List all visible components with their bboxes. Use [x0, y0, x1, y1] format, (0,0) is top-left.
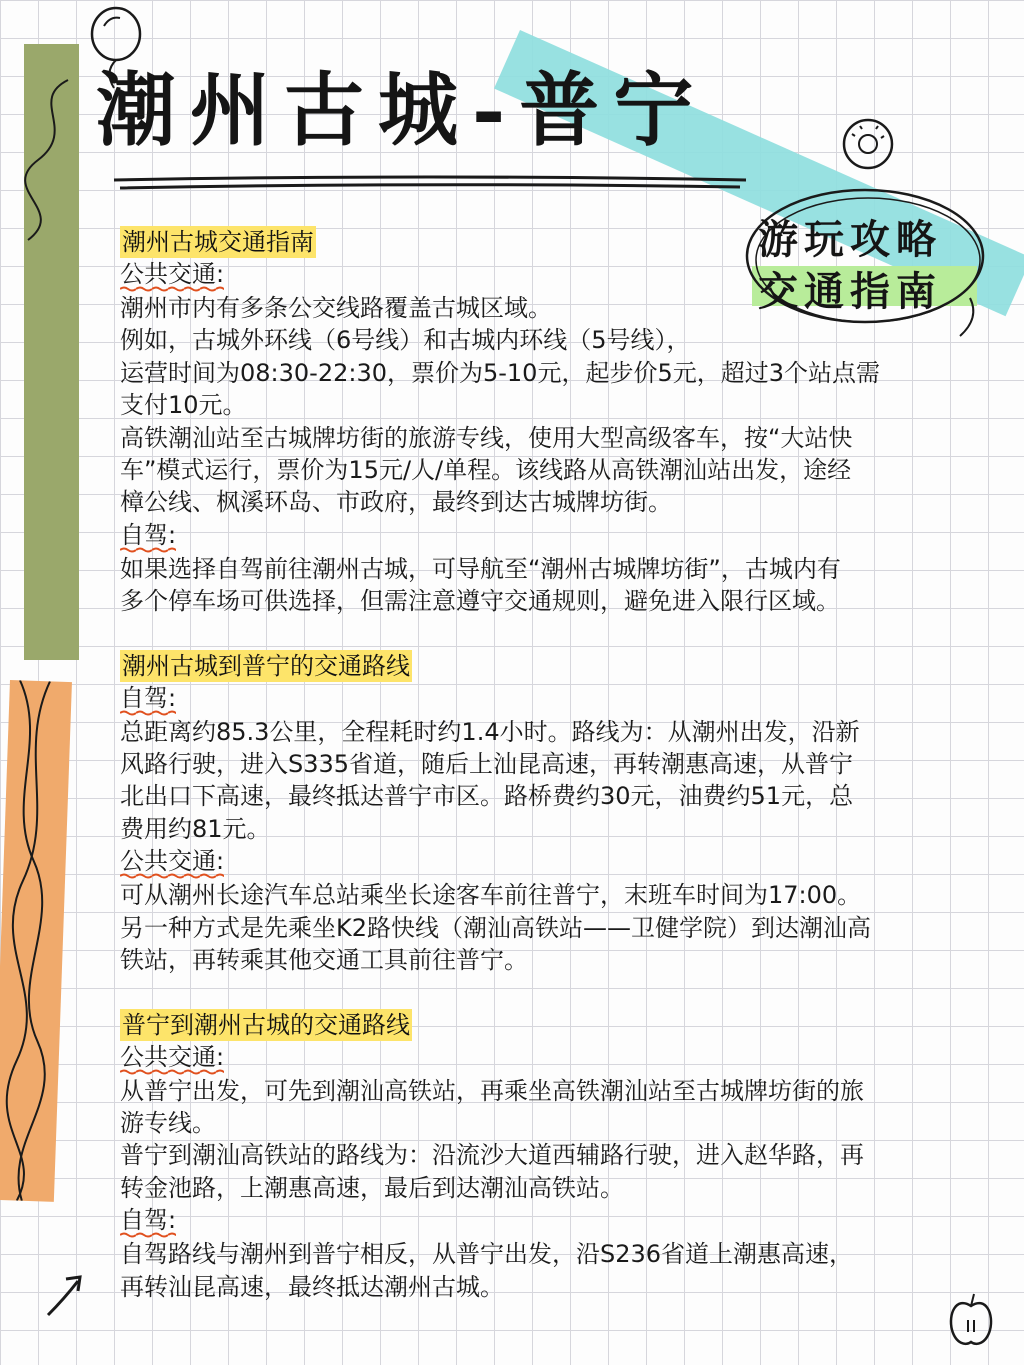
- paragraph-line: 北出口下高速，最终抵达普宁市区。路桥费约30元，油费约51元，总: [120, 782, 854, 811]
- block-heading: 公共交通:: [120, 1041, 224, 1075]
- section-title: 潮州古城到普宁的交通路线: [122, 651, 410, 680]
- paragraph-line: 多个停车场可供选择，但需注意遵守交通规则，避免进入限行区域。: [120, 587, 840, 616]
- block-self-drive: [120, 1204, 980, 1303]
- paragraph-line: 樟公线、枫溪环岛、市政府，最终到达古城牌坊街。: [120, 488, 672, 517]
- paragraph-line: 普宁到潮汕高铁站的路线为：沿流沙大道西辅路行驶，进入赵华路，再: [120, 1141, 864, 1170]
- badge-line-1: 游玩攻略: [758, 216, 942, 263]
- page-title: 潮州古城-普宁: [96, 63, 708, 157]
- paragraph-line: 游专线。: [120, 1108, 216, 1137]
- title-block: [96, 62, 756, 158]
- block-heading: 自驾:: [120, 1204, 176, 1238]
- paragraph-line: 车”模式运行，票价为15元/人/单程。该线路从高铁潮汕站出发，途经: [120, 456, 852, 485]
- paragraph-line: 如果选择自驾前往潮州古城，可导航至“潮州古城牌坊街”，古城内有: [120, 554, 841, 583]
- paragraph-line: 从普宁出发，可先到潮汕高铁站，再乘坐高铁潮汕站至古城牌坊街的旅: [120, 1076, 864, 1105]
- paragraph-line: 另一种方式是先乘坐K2路快线（潮汕高铁站——卫健学院）到达潮汕高: [120, 913, 872, 942]
- paragraph-line: 支付10元。: [120, 391, 247, 420]
- paragraph-line: 总距离约85.3公里，全程耗时约1.4小时。路线为：从潮州出发，沿新: [120, 717, 860, 746]
- paragraph-line: 风路行驶，进入S335省道，随后上汕昆高速，再转潮惠高速，从普宁: [120, 750, 854, 779]
- paragraph-line: 潮州市内有多条公交线路覆盖古城区域。: [120, 294, 552, 322]
- section-chaozhou-transport: [120, 226, 980, 618]
- paragraph-line: 费用约81元。: [120, 814, 271, 843]
- guide-content: [120, 226, 980, 1303]
- block-self-drive: [120, 682, 980, 846]
- donut-doodle-icon: [838, 112, 898, 176]
- paragraph-line: 转金池路，上潮惠高速，最后到达潮汕高铁站。: [120, 1173, 624, 1202]
- scribble-line-decoration: [8, 60, 88, 260]
- block-heading: 自驾:: [120, 682, 176, 716]
- paragraph-line: 运营时间为08:30-22:30，票价为5-10元，起步价5元，超过3个站点需: [120, 358, 880, 387]
- badge-line-2: 交通指南: [758, 268, 942, 315]
- block-public-transport: [120, 845, 980, 976]
- paragraph-line: 可从潮州长途汽车总站乘坐长途客车前往普宁，末班车时间为17:00。: [120, 881, 862, 910]
- paragraph-line: 高铁潮汕站至古城牌坊街的旅游专线，使用大型高级客车，按“大站快: [120, 423, 853, 452]
- block-heading: 自驾:: [120, 519, 176, 553]
- paragraph-line: 自驾路线与潮州到普宁相反，从普宁出发，沿S236省道上潮惠高速，: [120, 1240, 854, 1269]
- paragraph-line: 再转汕昆高速，最终抵达潮州古城。: [120, 1272, 504, 1301]
- section-title: 普宁到潮州古城的交通路线: [122, 1010, 410, 1039]
- paragraph-line: 铁站，再转乘其他交通工具前往普宁。: [120, 946, 528, 975]
- title-underline-decoration: [110, 172, 750, 194]
- wave-lines-decoration: [0, 680, 72, 1202]
- section-title: 潮州古城交通指南: [122, 228, 314, 256]
- block-heading: 公共交通:: [120, 845, 224, 879]
- block-heading: 公共交通:: [120, 258, 224, 292]
- orange-washi-tape: [0, 680, 72, 1202]
- block-self-drive: [120, 519, 980, 618]
- paragraph-line: 例如，古城外环线（6号线）和古城内环线（5号线），: [120, 326, 691, 355]
- section-puning-to-chaozhou: [120, 1009, 980, 1303]
- arrow-doodle-icon: [40, 1265, 100, 1325]
- apple-doodle-icon: [946, 1290, 996, 1350]
- block-public-transport: [120, 1041, 980, 1205]
- block-public-transport: [120, 258, 980, 519]
- section-chaozhou-to-puning: [120, 650, 980, 977]
